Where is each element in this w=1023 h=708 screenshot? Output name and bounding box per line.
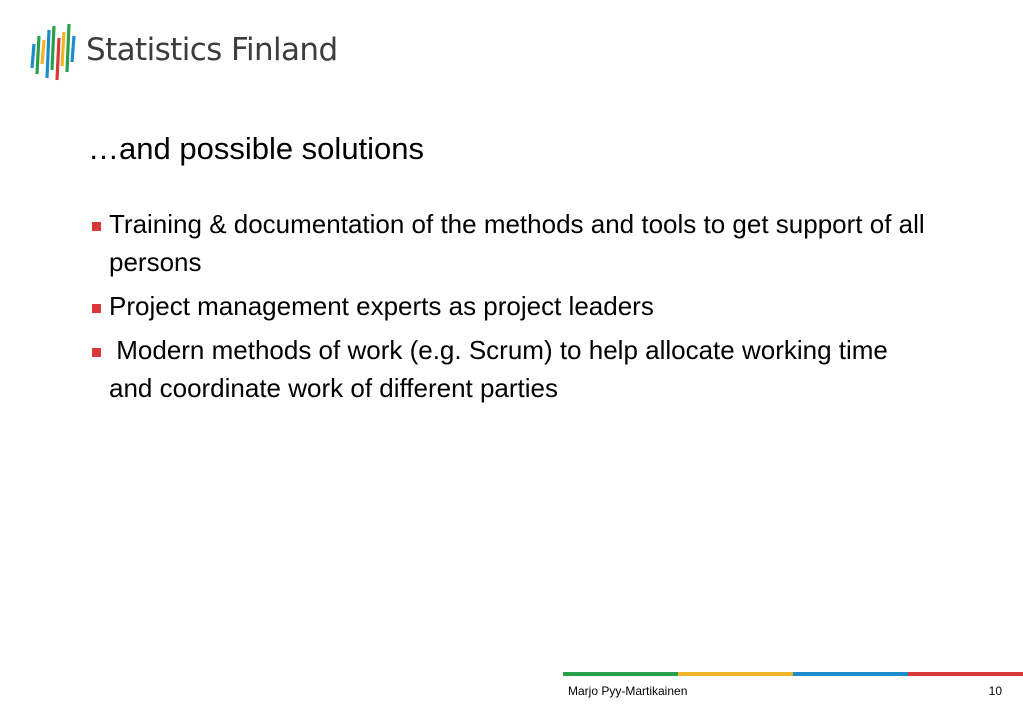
footer-author: Marjo Pyy-Martikainen (568, 684, 688, 698)
square-bullet-icon (92, 348, 101, 357)
square-bullet-icon (92, 222, 101, 231)
stripe-red (908, 672, 1023, 676)
logo-bars-icon (30, 22, 80, 82)
statistics-finland-logo (30, 22, 360, 82)
bullet-text: Project management experts as project leaders (109, 291, 654, 321)
slide-title: …and possible solutions (88, 131, 425, 166)
bullet-item (88, 287, 928, 325)
bullet-text: Modern methods of work (e.g. Scrum) to help allocate working time and coordinate work of different parties (109, 335, 896, 403)
stripe-blue (793, 672, 908, 676)
bullet-item (88, 331, 928, 407)
bullet-item (88, 205, 928, 281)
stripe-green (563, 672, 678, 676)
stripe-yellow (678, 672, 793, 676)
page-number: 10 (988, 684, 1002, 698)
square-bullet-icon (92, 304, 101, 313)
bullet-text: Training & documentation of the methods and tools to get support of all persons (109, 209, 925, 277)
footer-color-stripe (563, 672, 1023, 676)
bullet-list (88, 205, 928, 413)
logo-wordmark: Statistics Finland (86, 32, 338, 68)
